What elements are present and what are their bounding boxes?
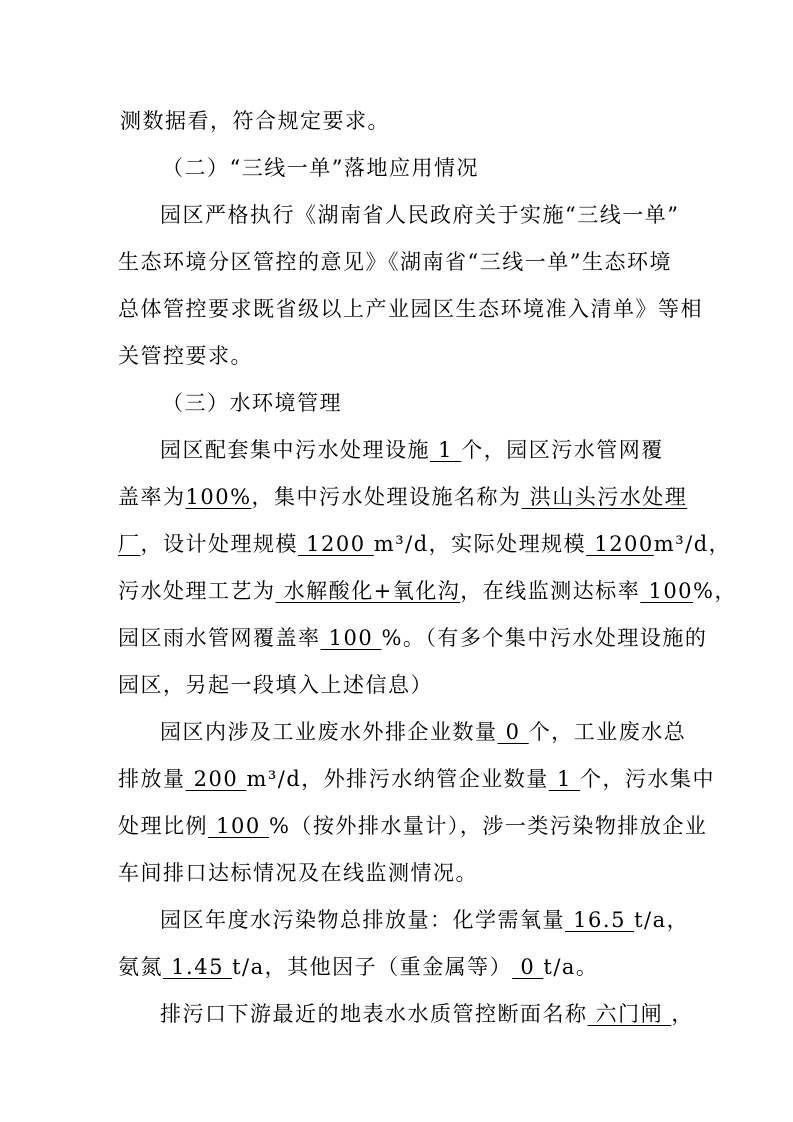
field-connected-count: 1: [548, 767, 581, 791]
field-facility-name-cont: 厂: [118, 532, 141, 556]
field-process: 水解酸化+氧化沟: [275, 579, 461, 603]
field-section-name: 六门闸: [587, 1002, 672, 1026]
field-treatment-ratio: 100: [208, 814, 269, 838]
field-ammonia: 1.45: [163, 955, 233, 979]
field-pipe-coverage: 100%: [185, 485, 252, 509]
paragraph-line: 处理比例 100 %（按外排水量计），涉一类污染物排放企业: [118, 814, 708, 838]
field-design-capacity: 1200: [298, 532, 374, 556]
field-facility-count: 1: [430, 438, 462, 462]
section-heading-water-management: （三）水环境管理: [162, 391, 342, 415]
paragraph-line: 园区，另起一段填入上述信息）: [118, 673, 433, 697]
paragraph-line: 园区严格执行《湖南省人民政府关于实施“三线一单”: [160, 203, 680, 227]
paragraph-line: 园区内涉及工业废水外排企业数量 0 个，工业废水总: [160, 720, 687, 744]
paragraph-line: 氨氮 1.45 t/a，其他因子（重金属等） 0 t/a。: [118, 955, 599, 979]
section-heading-three-lines-one-list: （二）“三线一单”落地应用情况: [162, 156, 479, 180]
paragraph-line: 生态环境分区管控的意见》《湖南省“三线一单”生态环境: [118, 250, 672, 274]
paragraph-line: 盖率为100%，集中污水处理设施名称为 洪山头污水处理: [118, 485, 688, 509]
paragraph-line: 测数据看，符合规定要求。: [120, 109, 390, 133]
paragraph-line: 污水处理工艺为 水解酸化+氧化沟，在线监测达标率 100%，: [118, 579, 738, 603]
paragraph-line: 厂，设计处理规模 1200 m³/d，实际处理规模 1200m³/d，: [118, 532, 732, 556]
paragraph-line: 园区雨水管网覆盖率 100 %。（有多个集中污水处理设施的: [118, 626, 708, 650]
paragraph-line: 排放量 200 m³/d，外排污水纳管企业数量 1 个，污水集中: [118, 767, 716, 791]
field-cod: 16.5: [565, 908, 635, 932]
paragraph-line: 关管控要求。: [118, 344, 253, 368]
field-discharge-amount: 200: [185, 767, 247, 791]
field-industrial-count: 0: [497, 720, 529, 744]
paragraph-line: 排污口下游最近的地表水水质管控断面名称 六门闸 ，: [160, 1002, 694, 1026]
field-actual-capacity: 1200: [586, 532, 654, 556]
paragraph-line: 园区配套集中污水处理设施 1 个，园区污水管网覆: [160, 438, 664, 462]
paragraph-line: 总体管控要求既省级以上产业园区生态环境准入清单》等相: [118, 297, 703, 321]
paragraph-line: 园区年度水污染物总排放量：化学需氧量 16.5 t/a，: [160, 908, 690, 932]
paragraph-line: 车间排口达标情况及在线监测情况。: [118, 861, 478, 885]
field-other-factors: 0: [512, 955, 544, 979]
field-online-rate: 100: [640, 579, 694, 603]
field-rain-coverage: 100: [320, 626, 382, 650]
field-facility-name: 洪山头污水处理: [521, 485, 688, 509]
